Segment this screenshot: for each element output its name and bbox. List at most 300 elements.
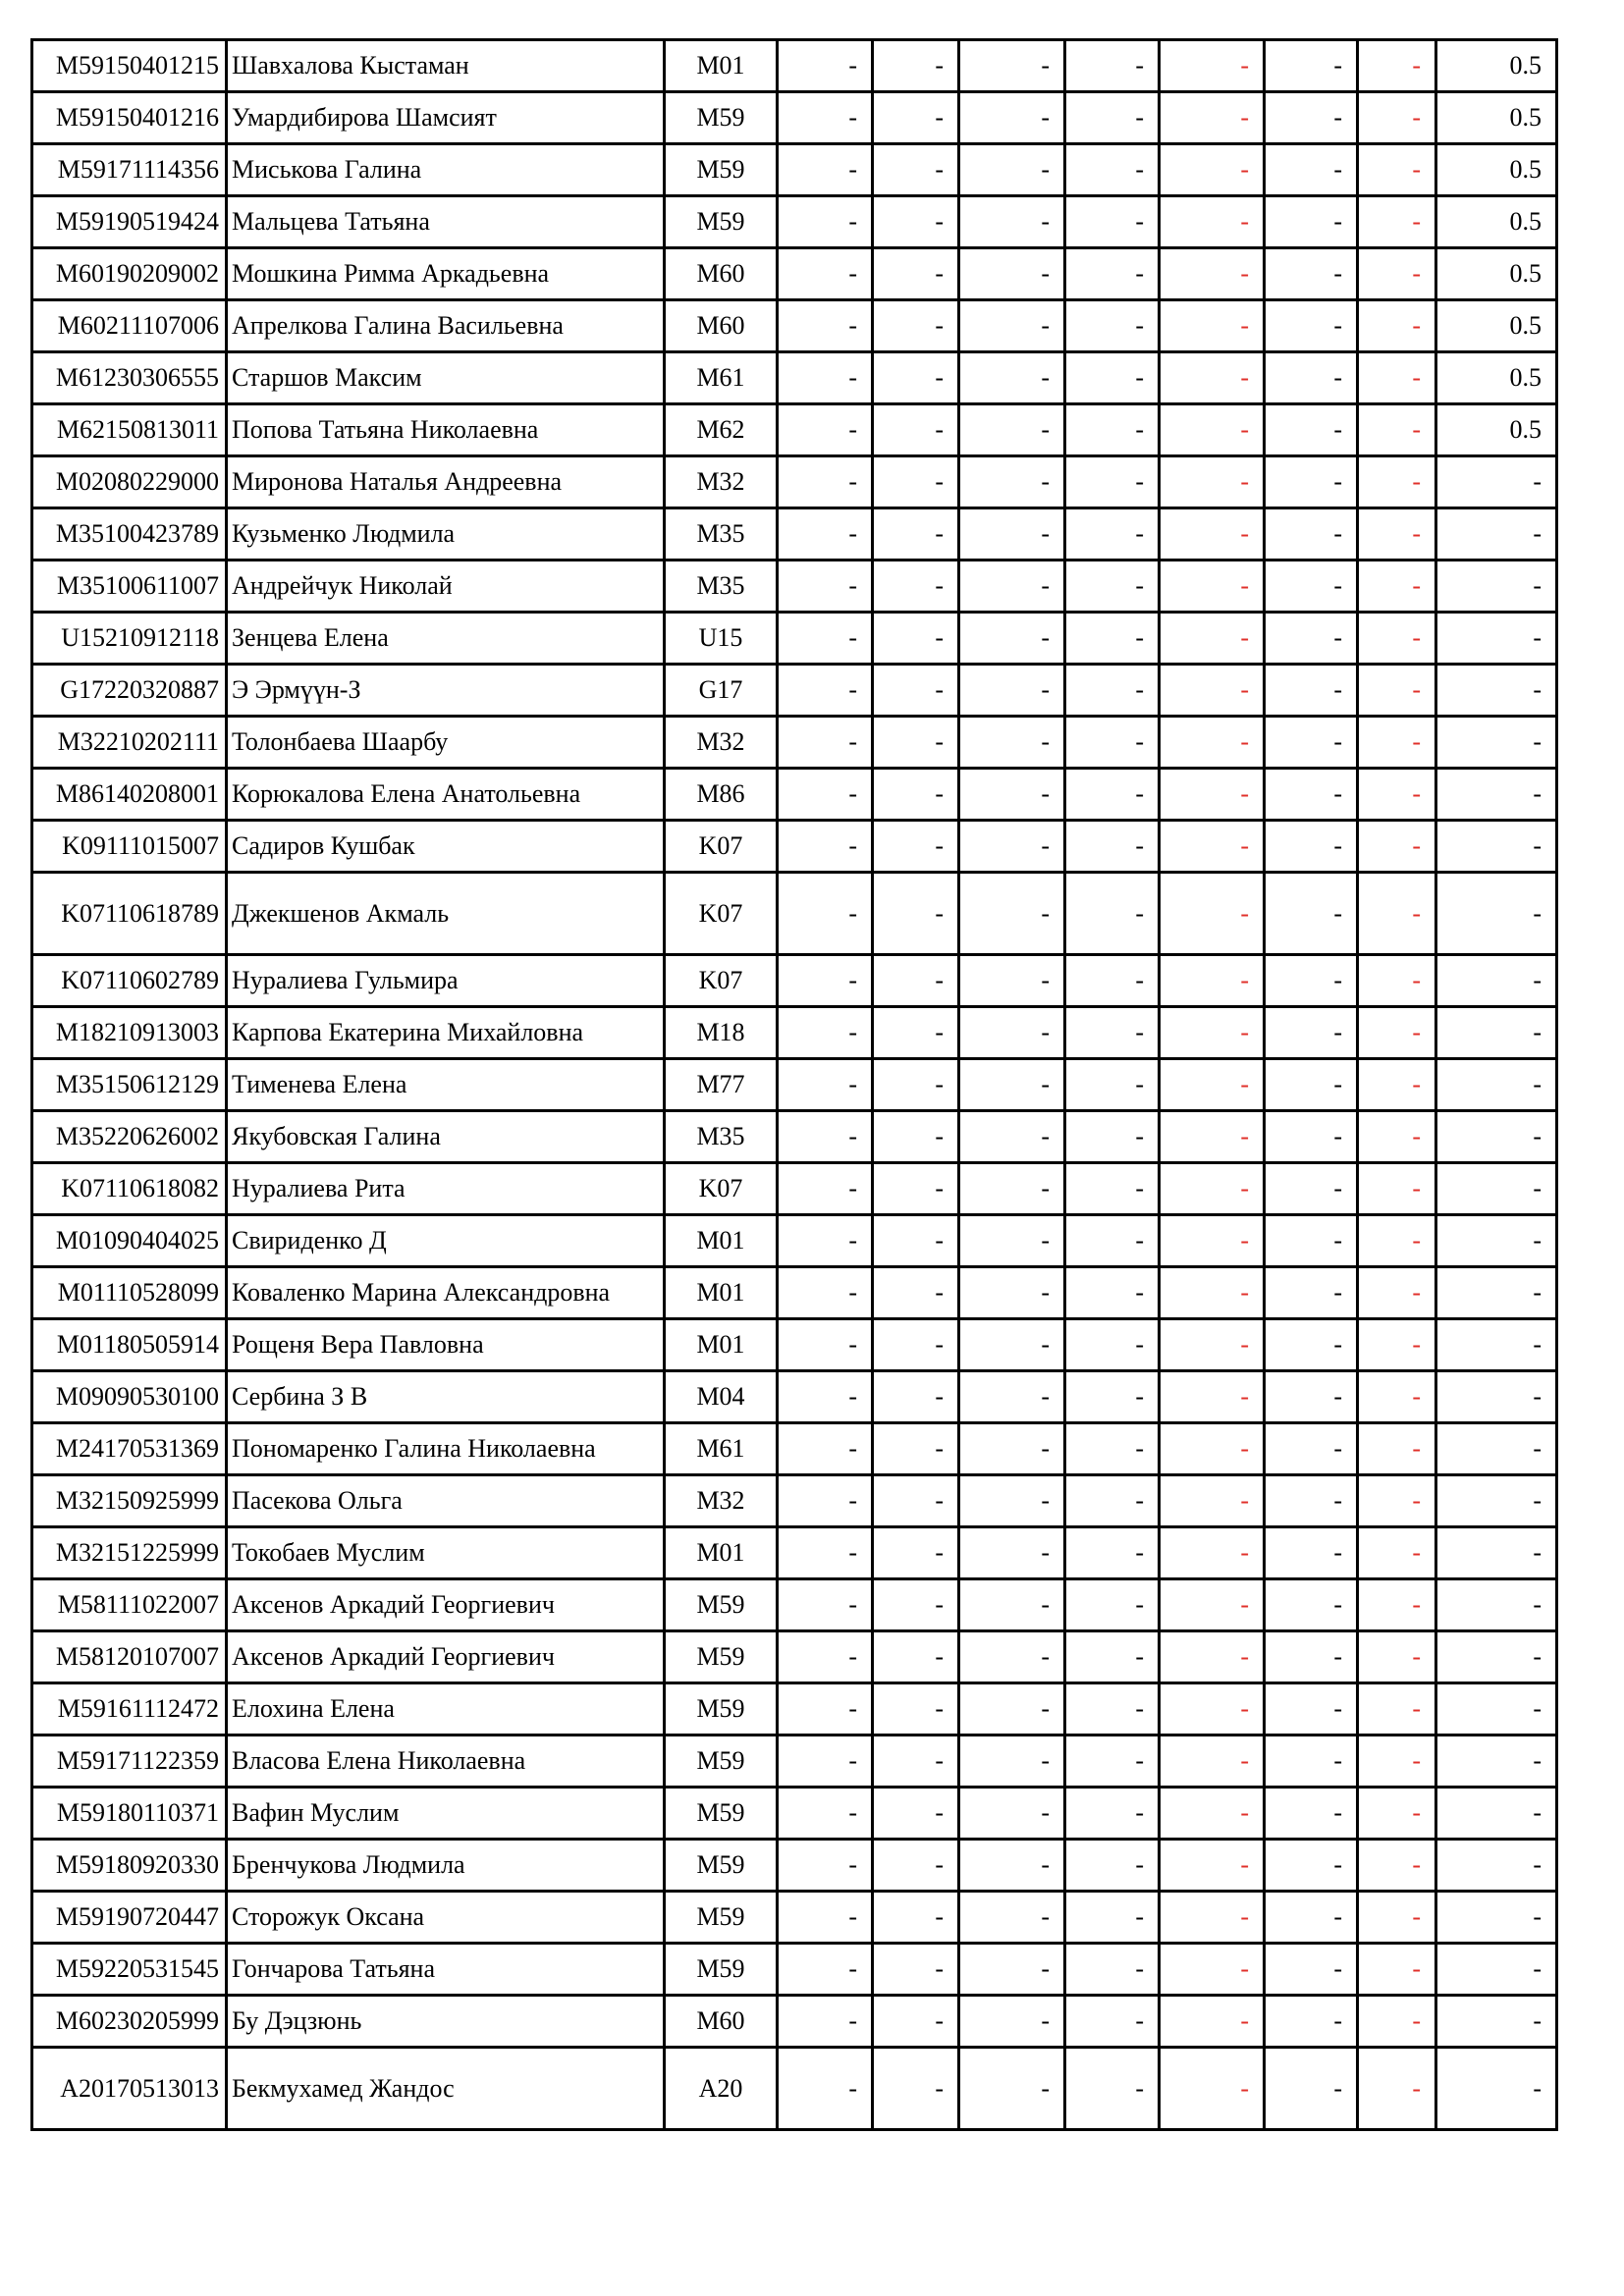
- row-code-cell: K07: [665, 1163, 778, 1215]
- row-value-cell: -: [1358, 1111, 1436, 1163]
- row-value-cell: -: [1160, 196, 1265, 248]
- row-value-cell: -: [1265, 561, 1358, 613]
- row-value-cell: -: [1358, 1892, 1436, 1944]
- row-code-cell: A20: [665, 2048, 778, 2130]
- row-value-cell: -: [959, 1371, 1065, 1423]
- row-value-cell: -: [1358, 1579, 1436, 1631]
- row-value-cell: -: [1265, 2048, 1358, 2130]
- row-value-cell: -: [959, 1631, 1065, 1683]
- row-value-cell: -: [873, 665, 959, 717]
- row-value-cell: -: [873, 1840, 959, 1892]
- row-value-cell: -: [1358, 1319, 1436, 1371]
- row-value-cell: -: [959, 1007, 1065, 1059]
- row-value-cell: -: [959, 821, 1065, 873]
- row-value-cell: -: [1160, 92, 1265, 144]
- row-id-cell: M59190519424: [32, 196, 227, 248]
- row-code-cell: M32: [665, 717, 778, 769]
- row-name-cell: Миськова Галина: [227, 144, 665, 196]
- row-value-cell: -: [873, 1579, 959, 1631]
- row-code-cell: M59: [665, 1631, 778, 1683]
- row-value-cell: -: [873, 821, 959, 873]
- row-value-cell: -: [1065, 1423, 1160, 1475]
- row-id-cell: U15210912118: [32, 613, 227, 665]
- table-row: [32, 1944, 1557, 1996]
- row-name-cell: Рощеня Вера Павловна: [227, 1319, 665, 1371]
- row-value-cell: -: [1065, 508, 1160, 561]
- row-value-cell: -: [1160, 955, 1265, 1007]
- row-value-cell: -: [1436, 613, 1557, 665]
- row-value-cell: -: [1436, 955, 1557, 1007]
- row-code-cell: M60: [665, 300, 778, 352]
- table-row: [32, 456, 1557, 508]
- row-value-cell: -: [1160, 508, 1265, 561]
- row-code-cell: K07: [665, 821, 778, 873]
- row-value-cell: -: [778, 1631, 873, 1683]
- row-value-cell: -: [1436, 1475, 1557, 1527]
- row-value-cell: -: [1065, 1371, 1160, 1423]
- row-value-cell: -: [1436, 1215, 1557, 1267]
- row-value-cell: -: [873, 1423, 959, 1475]
- row-value-cell: -: [778, 40, 873, 92]
- row-value-cell: -: [959, 1735, 1065, 1788]
- row-code-cell: M01: [665, 40, 778, 92]
- row-value-cell: -: [1358, 717, 1436, 769]
- row-id-cell: M24170531369: [32, 1423, 227, 1475]
- row-value-cell: -: [778, 1007, 873, 1059]
- row-value-cell: -: [1065, 1007, 1160, 1059]
- row-value-cell: -: [959, 613, 1065, 665]
- row-value-cell: -: [1065, 613, 1160, 665]
- row-name-cell: Гончарова Татьяна: [227, 1944, 665, 1996]
- row-value-cell: -: [1358, 955, 1436, 1007]
- table-row: [32, 1788, 1557, 1840]
- row-value-cell: -: [873, 955, 959, 1007]
- row-value-cell: -: [959, 717, 1065, 769]
- row-value-cell: -: [873, 1475, 959, 1527]
- row-value-cell: -: [959, 144, 1065, 196]
- row-value-cell: -: [1065, 1788, 1160, 1840]
- row-value-cell: -: [1160, 1059, 1265, 1111]
- row-value-cell: -: [1436, 1059, 1557, 1111]
- row-value-cell: -: [778, 352, 873, 404]
- row-value-cell: -: [1265, 1996, 1358, 2048]
- row-value-cell: -: [1160, 248, 1265, 300]
- row-value-cell: -: [1358, 300, 1436, 352]
- row-value-cell: -: [959, 1527, 1065, 1579]
- row-name-cell: Кузьменко Людмила: [227, 508, 665, 561]
- row-value-cell: -: [1065, 561, 1160, 613]
- row-value-cell: -: [1265, 1683, 1358, 1735]
- row-name-cell: Корюкалова Елена Анатольевна: [227, 769, 665, 821]
- row-name-cell: Садиров Кушбак: [227, 821, 665, 873]
- row-name-cell: Свириденко Д: [227, 1215, 665, 1267]
- row-value-cell: -: [873, 1371, 959, 1423]
- row-value-cell: -: [778, 1267, 873, 1319]
- row-id-cell: K07110618789: [32, 873, 227, 955]
- row-value-cell: -: [1265, 508, 1358, 561]
- row-value-cell: -: [873, 144, 959, 196]
- table-row: [32, 1735, 1557, 1788]
- row-value-cell: -: [1160, 456, 1265, 508]
- row-name-cell: Попова Татьяна Николаевна: [227, 404, 665, 456]
- row-value-cell: -: [873, 300, 959, 352]
- row-value-cell: -: [1160, 1840, 1265, 1892]
- row-code-cell: K07: [665, 873, 778, 955]
- row-value-cell: -: [1265, 1735, 1358, 1788]
- row-value-cell: -: [1436, 1007, 1557, 1059]
- row-id-cell: M59150401216: [32, 92, 227, 144]
- row-value-cell: -: [778, 248, 873, 300]
- row-value-cell: -: [959, 1423, 1065, 1475]
- row-value-cell: -: [873, 561, 959, 613]
- row-value-cell: -: [778, 1996, 873, 2048]
- row-value-cell: -: [1065, 1631, 1160, 1683]
- row-value-cell: -: [959, 404, 1065, 456]
- row-value-cell: -: [1065, 873, 1160, 955]
- row-value-cell: -: [1065, 665, 1160, 717]
- row-code-cell: M59: [665, 92, 778, 144]
- row-value-cell: -: [1065, 1267, 1160, 1319]
- row-code-cell: M61: [665, 1423, 778, 1475]
- row-name-cell: Елохина Елена: [227, 1683, 665, 1735]
- row-value-cell: -: [959, 1111, 1065, 1163]
- row-value-cell: -: [873, 40, 959, 92]
- table-row: [32, 1579, 1557, 1631]
- row-id-cell: M59180110371: [32, 1788, 227, 1840]
- row-value-cell: -: [873, 1683, 959, 1735]
- row-value-cell: -: [1160, 613, 1265, 665]
- row-value-cell: -: [778, 1423, 873, 1475]
- row-id-cell: M35100611007: [32, 561, 227, 613]
- row-value-cell: -: [1265, 404, 1358, 456]
- row-value-cell: -: [1160, 1944, 1265, 1996]
- row-value-cell: -: [778, 1683, 873, 1735]
- table-row: [32, 92, 1557, 144]
- row-value-cell: -: [1065, 1059, 1160, 1111]
- row-value-cell: -: [959, 1215, 1065, 1267]
- row-value-cell: -: [778, 144, 873, 196]
- row-id-cell: M60211107006: [32, 300, 227, 352]
- row-value-cell: -: [873, 1111, 959, 1163]
- row-value-cell: -: [873, 1059, 959, 1111]
- row-id-cell: M32210202111: [32, 717, 227, 769]
- row-value-cell: -: [959, 248, 1065, 300]
- row-value-cell: -: [1358, 1423, 1436, 1475]
- table-row: [32, 508, 1557, 561]
- row-value-cell: -: [959, 561, 1065, 613]
- row-name-cell: Андрейчук Николай: [227, 561, 665, 613]
- row-name-cell: Аксенов Аркадий Георгиевич: [227, 1579, 665, 1631]
- row-id-cell: M59171114356: [32, 144, 227, 196]
- row-name-cell: Старшов Максим: [227, 352, 665, 404]
- row-value-cell: -: [1358, 1267, 1436, 1319]
- row-value-cell: -: [959, 1319, 1065, 1371]
- row-value-cell: -: [1160, 404, 1265, 456]
- row-value-cell: -: [1065, 717, 1160, 769]
- row-id-cell: M09090530100: [32, 1371, 227, 1423]
- row-value-cell: -: [959, 1840, 1065, 1892]
- row-value-cell: -: [1065, 769, 1160, 821]
- row-value-cell: -: [778, 1371, 873, 1423]
- row-name-cell: Бекмухамед Жандос: [227, 2048, 665, 2130]
- row-value-cell: -: [1358, 404, 1436, 456]
- row-value-cell: -: [873, 1007, 959, 1059]
- row-code-cell: M01: [665, 1215, 778, 1267]
- table-body: [32, 40, 1557, 2130]
- row-value-cell: -: [1265, 821, 1358, 873]
- row-id-cell: K09111015007: [32, 821, 227, 873]
- row-value-cell: -: [1065, 404, 1160, 456]
- row-code-cell: M01: [665, 1319, 778, 1371]
- row-value-cell: -: [959, 352, 1065, 404]
- table-row: [32, 1319, 1557, 1371]
- row-value-cell: -: [1436, 1788, 1557, 1840]
- row-value-cell: -: [1358, 1215, 1436, 1267]
- row-value-cell: -: [778, 196, 873, 248]
- row-value-cell: -: [1436, 1163, 1557, 1215]
- row-value-cell: -: [778, 1788, 873, 1840]
- row-value-cell: -: [1358, 144, 1436, 196]
- row-id-cell: M59190720447: [32, 1892, 227, 1944]
- table-row: [32, 1892, 1557, 1944]
- row-value-cell: -: [1436, 717, 1557, 769]
- row-value-cell: -: [778, 1111, 873, 1163]
- row-value-cell: -: [1265, 456, 1358, 508]
- row-code-cell: M35: [665, 1111, 778, 1163]
- table-row: [32, 561, 1557, 613]
- row-value-cell: -: [778, 955, 873, 1007]
- row-id-cell: M61230306555: [32, 352, 227, 404]
- row-value-cell: -: [1358, 2048, 1436, 2130]
- row-name-cell: Пасекова Ольга: [227, 1475, 665, 1527]
- row-code-cell: M60: [665, 248, 778, 300]
- row-value-cell: 0.5: [1436, 144, 1557, 196]
- row-value-cell: -: [778, 1059, 873, 1111]
- row-value-cell: -: [778, 561, 873, 613]
- row-code-cell: M35: [665, 508, 778, 561]
- row-value-cell: -: [1160, 1475, 1265, 1527]
- table-row: [32, 1215, 1557, 1267]
- row-value-cell: -: [873, 1267, 959, 1319]
- row-id-cell: M01180505914: [32, 1319, 227, 1371]
- row-code-cell: M18: [665, 1007, 778, 1059]
- table-row: [32, 300, 1557, 352]
- row-value-cell: -: [959, 2048, 1065, 2130]
- row-value-cell: -: [778, 92, 873, 144]
- row-value-cell: -: [959, 92, 1065, 144]
- row-value-cell: -: [1358, 1788, 1436, 1840]
- row-name-cell: Апрелкова Галина Васильевна: [227, 300, 665, 352]
- row-value-cell: -: [778, 300, 873, 352]
- row-value-cell: -: [778, 404, 873, 456]
- row-value-cell: -: [1358, 1527, 1436, 1579]
- results-table: [30, 38, 1558, 2131]
- row-value-cell: -: [1265, 1527, 1358, 1579]
- row-value-cell: -: [1065, 456, 1160, 508]
- row-id-cell: M02080229000: [32, 456, 227, 508]
- row-value-cell: -: [959, 1944, 1065, 1996]
- row-code-cell: M62: [665, 404, 778, 456]
- row-name-cell: Мошкина Римма Аркадьевна: [227, 248, 665, 300]
- row-value-cell: -: [778, 769, 873, 821]
- row-id-cell: M32150925999: [32, 1475, 227, 1527]
- row-code-cell: M32: [665, 456, 778, 508]
- row-value-cell: -: [873, 352, 959, 404]
- row-code-cell: G17: [665, 665, 778, 717]
- row-code-cell: M59: [665, 1788, 778, 1840]
- row-value-cell: -: [1160, 1163, 1265, 1215]
- row-value-cell: -: [1065, 1215, 1160, 1267]
- row-name-cell: Сербина З В: [227, 1371, 665, 1423]
- row-value-cell: -: [1160, 1996, 1265, 2048]
- row-value-cell: -: [1265, 1267, 1358, 1319]
- row-value-cell: -: [1436, 1267, 1557, 1319]
- row-value-cell: 0.5: [1436, 248, 1557, 300]
- row-value-cell: -: [1265, 1788, 1358, 1840]
- row-value-cell: -: [778, 2048, 873, 2130]
- row-code-cell: M04: [665, 1371, 778, 1423]
- row-value-cell: -: [1436, 1631, 1557, 1683]
- row-value-cell: -: [1160, 873, 1265, 955]
- row-value-cell: -: [778, 1944, 873, 1996]
- row-value-cell: -: [1358, 1631, 1436, 1683]
- row-value-cell: -: [873, 1527, 959, 1579]
- row-value-cell: -: [959, 196, 1065, 248]
- row-value-cell: -: [1160, 1319, 1265, 1371]
- row-value-cell: -: [1065, 1996, 1160, 2048]
- row-value-cell: -: [1265, 352, 1358, 404]
- row-value-cell: -: [1160, 1111, 1265, 1163]
- row-value-cell: 0.5: [1436, 404, 1557, 456]
- row-value-cell: -: [959, 1788, 1065, 1840]
- row-value-cell: -: [959, 873, 1065, 955]
- row-code-cell: M59: [665, 196, 778, 248]
- row-value-cell: -: [1065, 1527, 1160, 1579]
- row-code-cell: M35: [665, 561, 778, 613]
- row-code-cell: M77: [665, 1059, 778, 1111]
- row-name-cell: Бу Дэцзюнь: [227, 1996, 665, 2048]
- row-value-cell: -: [1065, 1892, 1160, 1944]
- row-value-cell: -: [959, 1579, 1065, 1631]
- row-value-cell: -: [1265, 1423, 1358, 1475]
- row-value-cell: 0.5: [1436, 300, 1557, 352]
- row-id-cell: M58111022007: [32, 1579, 227, 1631]
- row-value-cell: -: [778, 1319, 873, 1371]
- row-value-cell: -: [1265, 196, 1358, 248]
- row-name-cell: Сторожук Оксана: [227, 1892, 665, 1944]
- row-code-cell: M01: [665, 1267, 778, 1319]
- row-id-cell: K07110602789: [32, 955, 227, 1007]
- row-value-cell: -: [959, 1475, 1065, 1527]
- row-name-cell: Нуралиева Рита: [227, 1163, 665, 1215]
- row-value-cell: -: [959, 1683, 1065, 1735]
- table-row: [32, 1423, 1557, 1475]
- row-value-cell: -: [1358, 769, 1436, 821]
- row-code-cell: M01: [665, 1527, 778, 1579]
- row-value-cell: -: [1436, 1735, 1557, 1788]
- row-value-cell: -: [1265, 1319, 1358, 1371]
- row-value-cell: -: [959, 40, 1065, 92]
- row-value-cell: -: [1160, 1579, 1265, 1631]
- row-value-cell: -: [1065, 955, 1160, 1007]
- row-value-cell: -: [1436, 873, 1557, 955]
- row-value-cell: -: [1436, 1683, 1557, 1735]
- row-value-cell: -: [1160, 144, 1265, 196]
- row-value-cell: -: [873, 92, 959, 144]
- row-value-cell: -: [873, 1788, 959, 1840]
- table-row: [32, 769, 1557, 821]
- row-value-cell: -: [873, 1944, 959, 1996]
- row-id-cell: M62150813011: [32, 404, 227, 456]
- row-value-cell: -: [1065, 1475, 1160, 1527]
- row-value-cell: 0.5: [1436, 92, 1557, 144]
- row-value-cell: -: [1265, 769, 1358, 821]
- row-code-cell: M59: [665, 1892, 778, 1944]
- row-value-cell: -: [873, 248, 959, 300]
- row-value-cell: 0.5: [1436, 40, 1557, 92]
- row-value-cell: -: [1065, 1579, 1160, 1631]
- table-row: [32, 352, 1557, 404]
- row-value-cell: -: [1065, 144, 1160, 196]
- row-value-cell: -: [1436, 2048, 1557, 2130]
- row-value-cell: -: [1065, 821, 1160, 873]
- row-value-cell: -: [959, 1059, 1065, 1111]
- row-value-cell: -: [1358, 1840, 1436, 1892]
- row-value-cell: -: [778, 1215, 873, 1267]
- table-row: [32, 955, 1557, 1007]
- row-value-cell: -: [1265, 1059, 1358, 1111]
- row-value-cell: -: [959, 1892, 1065, 1944]
- row-value-cell: -: [1065, 1735, 1160, 1788]
- row-value-cell: -: [1265, 1631, 1358, 1683]
- row-value-cell: -: [1160, 561, 1265, 613]
- row-value-cell: -: [1160, 40, 1265, 92]
- row-value-cell: -: [1065, 1111, 1160, 1163]
- table-row: [32, 665, 1557, 717]
- row-value-cell: -: [959, 1163, 1065, 1215]
- row-value-cell: -: [1065, 1163, 1160, 1215]
- row-value-cell: -: [1065, 2048, 1160, 2130]
- row-value-cell: -: [959, 665, 1065, 717]
- row-value-cell: -: [1358, 1996, 1436, 2048]
- row-value-cell: -: [1065, 40, 1160, 92]
- row-value-cell: -: [1160, 1892, 1265, 1944]
- row-code-cell: M60: [665, 1996, 778, 2048]
- row-value-cell: -: [778, 1475, 873, 1527]
- row-value-cell: -: [873, 1892, 959, 1944]
- row-value-cell: -: [1358, 352, 1436, 404]
- row-code-cell: M59: [665, 1840, 778, 1892]
- table-row: [32, 1996, 1557, 2048]
- row-value-cell: -: [1160, 1371, 1265, 1423]
- row-value-cell: -: [1436, 1579, 1557, 1631]
- row-name-cell: Карпова Екатерина Михайловна: [227, 1007, 665, 1059]
- table-row: [32, 40, 1557, 92]
- row-value-cell: -: [1160, 1423, 1265, 1475]
- row-name-cell: Шавхалова Кыстаман: [227, 40, 665, 92]
- table-row: [32, 1683, 1557, 1735]
- row-value-cell: -: [1436, 1944, 1557, 1996]
- row-value-cell: 0.5: [1436, 196, 1557, 248]
- row-value-cell: -: [873, 2048, 959, 2130]
- row-id-cell: M59171122359: [32, 1735, 227, 1788]
- row-value-cell: -: [1160, 717, 1265, 769]
- table-row: [32, 717, 1557, 769]
- row-value-cell: -: [1265, 1840, 1358, 1892]
- row-value-cell: -: [1265, 1944, 1358, 1996]
- row-value-cell: 0.5: [1436, 352, 1557, 404]
- row-value-cell: -: [1160, 1215, 1265, 1267]
